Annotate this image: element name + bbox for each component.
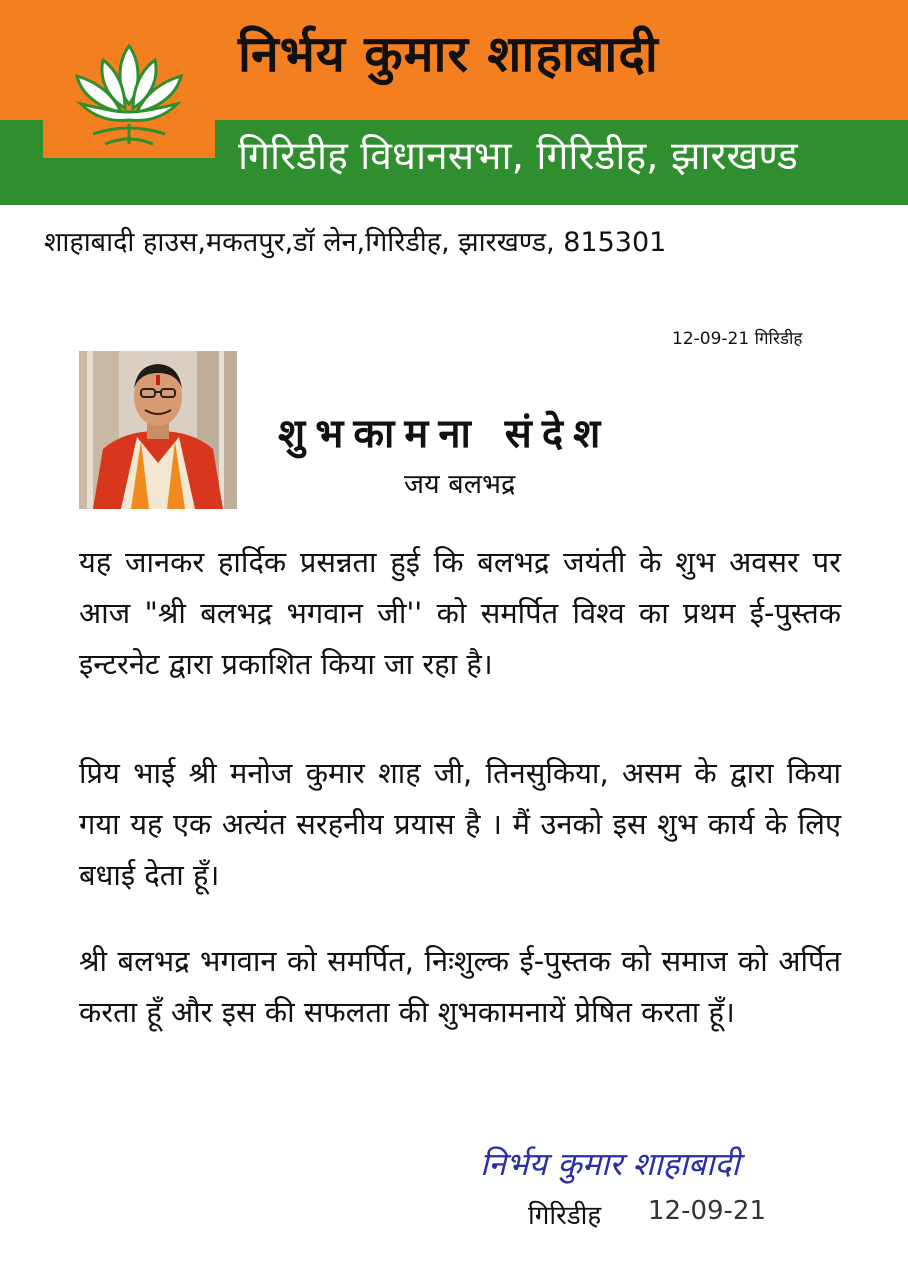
signature-place: गिरिडीह [528,1201,602,1231]
letter-heading: शुभकामना संदेश [278,411,611,457]
header-constituency: गिरिडीह विधानसभा, गिरिडीह, झारखण्ड [238,134,798,179]
signature-name: निर्भय कुमार शाहाबादी [480,1145,740,1183]
lotus-icon [63,38,195,150]
letter-subheading: जय बलभद्र [404,469,516,500]
letter-date: 12-09-21 गिरिडीह [672,329,803,349]
header-name: निर्भय कुमार शाहाबादी [238,25,659,83]
address-line: शाहाबादी हाउस,मकतपुर,डॉ लेन,गिरिडीह, झारखण्ड, 815301 [44,227,667,258]
signature-date: 12-09-21 [648,1196,767,1226]
party-logo [43,0,215,158]
paragraph-1: यह जानकर हार्दिक प्रसन्नता हुई कि बलभद्र जयंती के शुभ अवसर पर आज "श्री बलभद्र भगवान जी'' को समर्पित विश्व का प्रथम ई-पुस्तक इन्टरनेट द्वारा प्रकाशित किया जा रहा है। [79,545,841,681]
paragraph-2: प्रिय भाई श्री मनोज कुमार शाह जी, तिनसुकिया, असम के द्वारा किया गया यह एक अत्यंत सरहनीय प्रयास है । मैं उनको इस शुभ कार्य के लिए बधाई देता हूँ। [79,756,841,892]
portrait-photo [79,351,237,509]
paragraph-3: श्री बलभद्र भगवान को समर्पित, निःशुल्क ई-पुस्तक को समाज को अर्पित करता हूँ और इस की सफलता की शुभकामनायें प्रेषित करता हूँ। [79,944,841,1029]
